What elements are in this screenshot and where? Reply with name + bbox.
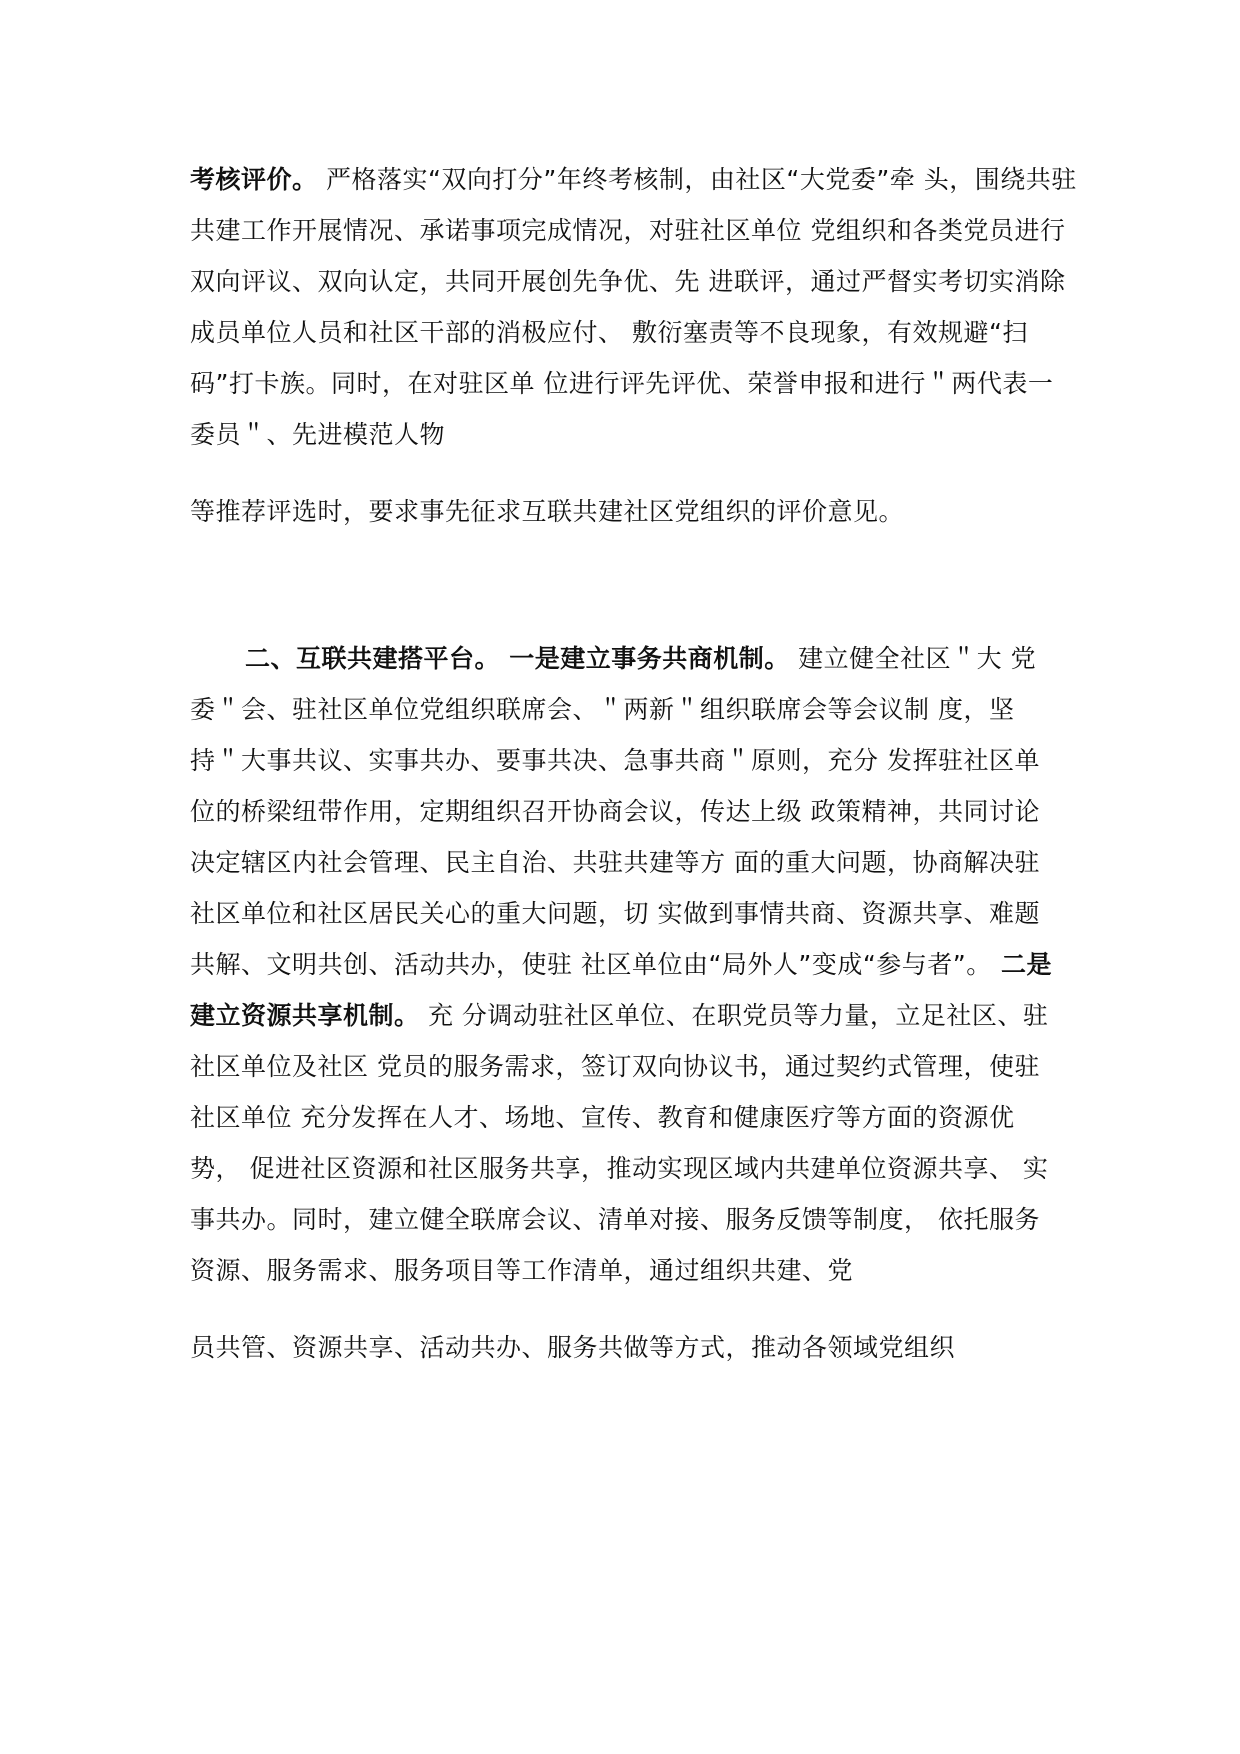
bold-heading: 二是 xyxy=(991,950,1052,979)
paragraph-line xyxy=(190,999,1090,1033)
paragraph-line xyxy=(190,163,1090,197)
paragraph-line: 委＂会、驻社区单位党组织联席会、＂两新＂组织联席会等会议制 度，坚 xyxy=(190,695,1015,724)
paragraph-line: 社区单位和社区居民关心的重大问题，切 实做到事情共商、资源共享、难题 xyxy=(190,899,1040,928)
paragraph-line xyxy=(190,948,1090,982)
paragraph-line: 双向评议、双向认定，共同开展创先争优、先 进联评，通过严督实考切实消除 xyxy=(190,267,1066,296)
paragraph-line: 社区单位及社区 党员的服务需求，签订双向协议书，通过契约式管理，使驻 xyxy=(190,1052,1040,1081)
paragraph-line: 员共管、资源共享、活动共办、服务共做等方式，推动各领域党组织 xyxy=(190,1333,956,1362)
text-span: 共解、文明共创、活动共办，使驻 社区单位由“局外人”变成“参与者”。 xyxy=(190,950,992,979)
bold-heading: 考核评价。 xyxy=(190,165,318,194)
paragraph-line: 资源、服务需求、服务项目等工作清单，通过组织共建、党 xyxy=(190,1256,854,1285)
paragraph-line: 持＂大事共议、实事共办、要事共决、急事共商＂原则，充分 发挥驻社区单 xyxy=(190,746,1040,775)
text-span: 严格落实“双向打分”年终考核制，由社区“大党委”牵 头，围绕共驻 xyxy=(317,165,1077,194)
bold-heading: 一是建立事务共商机制。 xyxy=(500,644,790,673)
paragraph-line: 位的桥梁纽带作用，定期组织召开协商会议，传达上级 政策精神，共同讨论 xyxy=(190,797,1040,826)
paragraph-line: 等推荐评选时，要求事先征求互联共建社区党组织的评价意见。 xyxy=(190,497,905,526)
section-heading: 二、互联共建搭平台。 xyxy=(245,644,501,673)
paragraph-line xyxy=(245,642,1145,676)
paragraph-line: 成员单位人员和社区干部的消极应付、 敷衍塞责等不良现象，有效规避“扫 xyxy=(190,318,1028,347)
paragraph-line: 委员＂、先进模范人物 xyxy=(190,420,446,449)
bold-heading: 建立资源共享机制。 xyxy=(190,1001,420,1030)
paragraph-line: 码”打卡族。同时，在对驻区单 位进行评先评优、荣誉申报和进行＂两代表一 xyxy=(190,369,1054,398)
text-span: 建立健全社区＂大 党 xyxy=(789,644,1037,673)
text-span: 充 分调动驻社区单位、在职党员等力量，立足社区、驻 xyxy=(419,1001,1049,1030)
paragraph-line: 社区单位 充分发挥在人才、场地、宣传、教育和健康医疗等方面的资源优 xyxy=(190,1103,1015,1132)
paragraph-line: 决定辖区内社会管理、民主自治、共驻共建等方 面的重大问题，协商解决驻 xyxy=(190,848,1040,877)
paragraph-line: 势， 促进社区资源和社区服务共享，推动实现区域内共建单位资源共享、 实 xyxy=(190,1154,1049,1183)
paragraph-line: 共建工作开展情况、承诺事项完成情况，对驻社区单位 党组织和各类党员进行 xyxy=(190,216,1066,245)
paragraph-line: 事共办。同时，建立健全联席会议、清单对接、服务反馈等制度， 依托服务 xyxy=(190,1205,1040,1234)
